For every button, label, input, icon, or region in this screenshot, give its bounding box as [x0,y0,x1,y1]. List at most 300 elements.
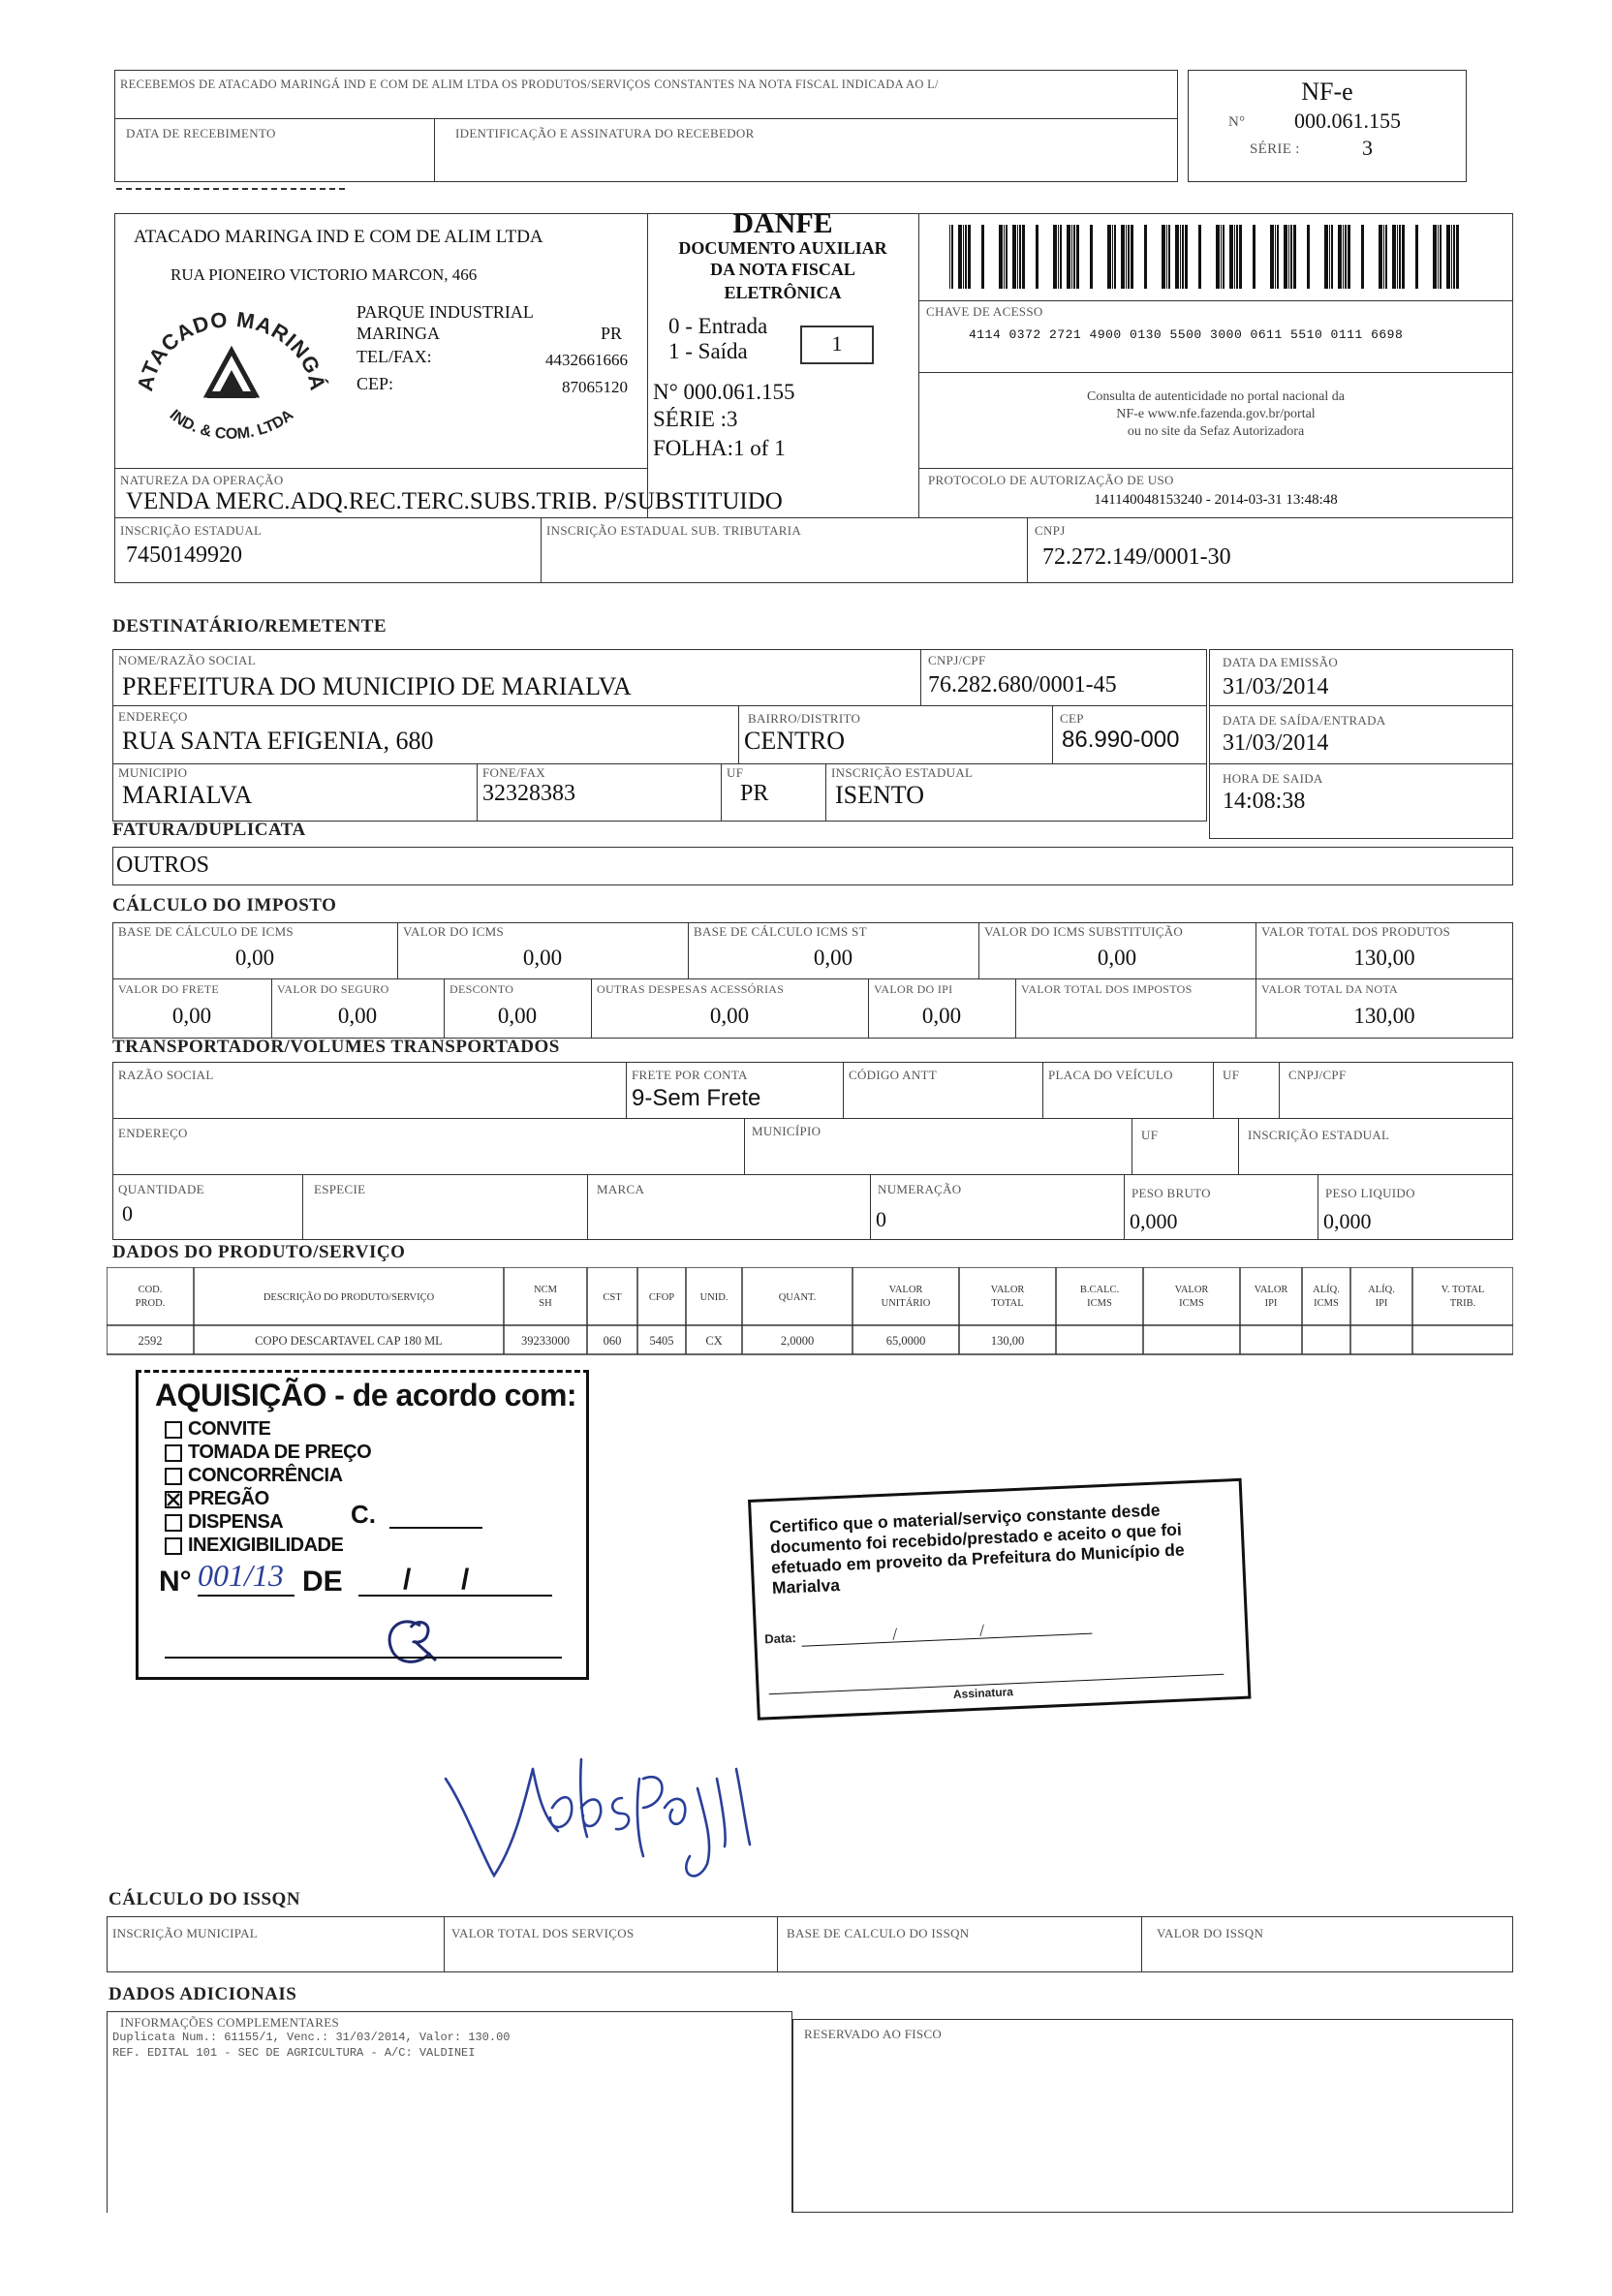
barcode-bar [1433,225,1437,289]
imposto-r1-value: 0,00 [1097,946,1137,970]
products-section: DADOS DO PRODUTO/SERVIÇO [112,1242,406,1262]
issuer-name: ATACADO MARINGA IND E COM DE ALIM LTDA [134,227,543,247]
recipient-name: PREFEITURA DO MUNICIPIO DE MARIALVA [122,672,632,700]
table-header: DESCRIÇÃO DO PRODUTO/SERVIÇO [263,1292,435,1303]
barcode-bar [1121,225,1125,289]
table-header: UNITÁRIO [881,1298,931,1309]
consulta-line-1: Consulta de autenticidade no portal nacional da [1087,389,1345,404]
barcode-bar [1022,225,1025,289]
recipient-municipio: MARIALVA [122,781,253,809]
table-cell: COPO DESCARTAVEL CAP 180 ML [255,1334,443,1348]
table-header: QUANT. [778,1292,817,1303]
barcode-bar [1053,225,1057,289]
adicionais-section: DADOS ADICIONAIS [108,1984,297,2004]
fisco-box [792,2019,1513,2213]
issuer-vdiv-2 [918,213,919,517]
natureza-value: VENDA MERC.ADQ.REC.TERC.SUBS.TRIB. P/SUBSTITUIDO [126,488,783,514]
checkbox-icon [165,1444,182,1462]
recipient-endereco-label: ENDEREÇO [118,709,188,724]
barcode-bar [1456,225,1459,289]
stamp-option: TOMADA DE PREÇO [188,1442,372,1463]
info-label: INFORMAÇÕES COMPLEMENTARES [120,2015,339,2030]
table-header: NCM [534,1285,557,1295]
issuer-district: PARQUE INDUSTRIAL [356,302,534,322]
checkbox-checked-icon [165,1491,182,1508]
imposto-r1-value: 0,00 [234,946,275,970]
imposto-r2-label: VALOR TOTAL DOS IMPOSTOS [1021,982,1193,996]
dates-hdiv-1 [1209,705,1513,706]
transport-vdiv-numeracao [870,1174,871,1240]
barcode-bar [949,225,950,289]
imposto-r2-value: 0,00 [921,1004,962,1028]
issuer-hdiv-2 [114,517,1513,518]
receipt-nfe-title: NF-e [1301,78,1353,106]
issuer-hdiv-3 [918,300,1513,301]
stamp-option: PREGÃO [188,1488,269,1509]
transport-peso-bruto: 0,000 [1130,1209,1178,1233]
barcode-bar [1067,225,1070,289]
barcode-bar [1348,225,1350,289]
barcode-bar [1182,225,1184,289]
recipient-cnpj-label: CNPJ/CPF [928,653,986,667]
transport-vdiv-especie [302,1174,303,1240]
receipt-vdivider [434,118,435,182]
imposto-r1-label: VALOR DO ICMS [403,924,505,939]
stamp-date-slash-1: / [403,1564,412,1596]
barcode-bar [1392,225,1396,289]
transport-vdiv-pesob [1124,1174,1125,1240]
ie-value: 7450149920 [126,543,242,568]
transport-vdiv-marca [587,1174,588,1240]
transport-vdiv-uf [1213,1062,1214,1118]
barcode-bar [1076,225,1079,289]
table-header: IPI [1264,1298,1278,1309]
table-header: ICMS [1179,1298,1204,1309]
barcode-bar [1168,225,1170,289]
imposto-r1-value: 0,00 [522,946,563,970]
table-header: ICMS [1314,1298,1339,1309]
stamp-option: CONCORRÊNCIA [188,1465,343,1486]
recipient-cep: 86.990-000 [1062,727,1180,753]
dates-hdiv-2 [1209,763,1513,764]
issuer-cep: 87065120 [562,378,628,396]
transport-vdiv-ie [1238,1118,1239,1174]
cnpj-value: 72.272.149/0001-30 [1042,544,1231,570]
recipient-emissao: 31/03/2014 [1223,674,1329,699]
stamp-c-line [389,1527,482,1529]
barcode-bar [1284,225,1287,289]
barcode-bar [1216,225,1220,289]
table-header: ALÍQ. [1368,1285,1395,1295]
barcode-bar [1221,225,1222,289]
transport-cnpj-label: CNPJ/CPF [1288,1068,1347,1082]
transport-section: TRANSPORTADOR/VOLUMES TRANSPORTADOS [112,1037,560,1057]
recipient-vdiv-bairro [738,705,739,763]
chave-label: CHAVE DE ACESSO [926,304,1043,319]
barcode-bar [951,225,953,289]
recipient-municipio-label: MUNICIPIO [118,765,188,780]
recipient-ie-label: INSCRIÇÃO ESTADUAL [831,765,974,780]
table-header: VALOR [990,1285,1025,1295]
imposto-r2-value: 130,00 [1353,1004,1415,1028]
transport-quantidade-label: QUANTIDADE [118,1182,204,1196]
barcode-bar [1397,225,1398,289]
issuer-vdiv-4 [1027,517,1028,583]
transport-vdiv-placa [1042,1062,1043,1118]
issqn-label: INSCRIÇÃO MUNICIPAL [112,1926,259,1940]
barcode-bar [1253,225,1256,289]
barcode-bar [1036,225,1038,289]
checkbox-icon [165,1514,182,1532]
barcode-bar [1385,225,1387,289]
transport-uf-label: UF [1223,1068,1240,1082]
imposto-r1-label: VALOR DO ICMS SUBSTITUIÇÃO [984,924,1184,939]
imposto-r1-label: VALOR TOTAL DOS PRODUTOS [1261,924,1451,939]
recipient-fone-label: FONE/FAX [482,765,546,780]
barcode-bar [1345,225,1347,289]
stamp-title: AQUISIÇÃO - de acordo com: [155,1378,577,1412]
table-header: COD. [138,1285,163,1295]
recipient-endereco: RUA SANTA EFIGENIA, 680 [122,727,434,755]
transport-placa-label: PLACA DO VEÍCULO [1048,1068,1173,1082]
transport-quantidade: 0 [122,1201,133,1226]
imposto-r2-label: VALOR TOTAL DA NOTA [1261,982,1399,996]
table-header: CST [603,1292,622,1303]
barcode-bar [1438,225,1439,289]
barcode-bar [1338,225,1342,289]
checkbox-icon [165,1468,182,1485]
issqn-vdiv-3 [1141,1916,1142,1972]
transport-peso-liquido-label: PESO LIQUIDO [1325,1186,1415,1200]
issqn-box [107,1916,1513,1972]
cert-date-slash-1: / [891,1624,898,1644]
recipient-vdiv-ie [825,763,826,822]
barcode-bar [1383,225,1384,289]
imposto-r1-label: BASE DE CÁLCULO DE ICMS [118,924,294,939]
barcode-bar [1114,225,1116,289]
recipient-bairro: CENTRO [744,727,845,755]
imposto-r2-value: 0,00 [171,1004,212,1028]
danfe-subtitle-3: ELETRÔNICA [724,283,842,302]
barcode-bar [981,225,984,289]
recipient-hora-label: HORA DE SAIDA [1223,771,1323,786]
barcode-bar [1236,225,1238,289]
barcode-bar [1107,225,1111,289]
transport-vdiv-mun [744,1118,745,1174]
recipient-hdiv-2 [112,763,1207,764]
stamp-date-line [358,1595,552,1597]
cert-date-slash-2: / [978,1620,985,1640]
logo-text-top-icon: ATACADO MARINGÁ [133,306,330,393]
issqn-label: VALOR DO ISSQN [1157,1926,1264,1940]
transport-razao-label: RAZÃO SOCIAL [118,1068,214,1082]
ie-label: INSCRIÇÃO ESTADUAL [120,523,263,538]
issuer-hdiv-4 [918,372,1513,373]
stamp-date-slash-2: / [461,1564,470,1596]
receipt-date-label: DATA DE RECEBIMENTO [126,126,276,140]
recipient-emissao-label: DATA DA EMISSÃO [1223,655,1339,669]
barcode-bar [999,225,1003,289]
barcode-bar [1275,225,1276,289]
table-cell: 130,00 [990,1334,1025,1348]
barcode-bar [1343,225,1344,289]
barcode-bar [1290,225,1292,289]
table-header: ICMS [1087,1298,1112,1309]
table-header: SH [539,1298,552,1309]
danfe-saida: 1 - Saída [668,339,748,363]
imposto-r2-value: 0,00 [709,1004,750,1028]
recipient-ie: ISENTO [835,781,924,809]
receipt-text: RECEBEMOS DE ATACADO MARINGÁ IND E COM DE ALIM LTDA OS PRODUTOS/SERVIÇOS CONSTANTES NA NOTA FISCAL INDICADA AO L/ [120,78,939,91]
recipient-hora: 14:08:38 [1223,789,1306,814]
table-header: PROD. [135,1298,166,1309]
table-header: TRIB. [1449,1298,1476,1309]
recipient-uf: PR [740,781,769,806]
stamp-c-label: C. [351,1500,376,1529]
barcode-bar [1090,225,1093,289]
transport-municipio-label: MUNICÍPIO [752,1124,822,1138]
transport-hdiv-2 [112,1174,1513,1175]
danfe-serie: SÉRIE :3 [653,407,738,431]
imposto-r1-value: 130,00 [1353,946,1415,970]
barcode-bar [1331,225,1333,289]
stamp-signature-line [165,1657,562,1659]
table-cell: 2,0000 [780,1334,815,1348]
barcode-bar [1446,225,1450,289]
checkbox-icon [165,1421,182,1439]
barcode-bar [958,225,962,289]
imposto-r2-label: VALOR DO IPI [874,982,953,996]
barcode-bar [968,225,971,289]
barcode-bar [1307,225,1310,289]
transport-peso-liquido: 0,000 [1323,1209,1372,1233]
issqn-vdiv-2 [777,1916,778,1972]
receipt-sign-label: IDENTIFICAÇÃO E ASSINATURA DO RECEBEDOR [455,126,755,140]
issuer-vdiv-3 [541,517,542,583]
barcode-bar [1223,225,1224,289]
transport-marca-label: MARCA [597,1182,645,1196]
imposto-r2-label: DESCONTO [450,982,514,996]
barcode-bar [1288,225,1289,289]
transport-frete: 9-Sem Frete [632,1085,761,1111]
recipient-name-label: NOME/RAZÃO SOCIAL [118,653,256,667]
cnpj-label: CNPJ [1035,523,1066,538]
cert-stamp [748,1478,1251,1721]
issuer-city: MARINGA [356,324,441,343]
recipient-uf-label: UF [727,765,744,780]
ie-st-label: INSCRIÇÃO ESTADUAL SUB. TRIBUTARIA [546,523,802,538]
imposto-hdiv [112,978,1513,979]
barcode-bar [1017,225,1018,289]
transport-numeracao: 0 [876,1207,886,1231]
transport-frete-label: FRETE POR CONTA [632,1068,748,1082]
table-header: ALÍQ. [1313,1285,1340,1295]
table-header: TOTAL [991,1298,1024,1309]
imposto-r2-label: OUTRAS DESPESAS ACESSÓRIAS [597,982,785,996]
barcode-bar [1451,225,1452,289]
danfe-tipo: 1 [831,331,843,356]
receipt-nfe-number-label: N° [1228,114,1246,130]
fatura-value: OUTROS [116,853,210,878]
stamp-option: INEXIGIBILIDADE [188,1535,344,1556]
imposto-r1-label: BASE DE CÁLCULO ICMS ST [694,924,867,939]
transport-vdiv-frete [626,1062,627,1118]
issqn-label: VALOR TOTAL DOS SERVIÇOS [451,1926,635,1940]
barcode-bar [1112,225,1113,289]
imposto-r2-value: 0,00 [337,1004,378,1028]
barcode-bar [1058,225,1059,289]
table-header: VALOR [888,1285,923,1295]
transport-ie-label: INSCRIÇÃO ESTADUAL [1248,1128,1390,1142]
danfe-folha: FOLHA:1 of 1 [653,436,786,460]
chave-value: 4114 0372 2721 4900 0130 5500 3000 0611 5510 0111 6698 [969,327,1404,342]
barcode-bar [1293,225,1296,289]
issqn-label: BASE DE CALCULO DO ISSQN [787,1926,970,1940]
barcode-bar [1166,225,1167,289]
stamp-option: CONVITE [188,1418,271,1440]
transport-endereco-label: ENDEREÇO [118,1126,188,1140]
protocolo-value: 141140048153240 - 2014-03-31 13:48:48 [1094,492,1338,508]
barcode-bar [1004,225,1005,289]
checkbox-icon [165,1537,182,1555]
recipient-saida: 31/03/2014 [1223,730,1329,756]
barcode-bar [1073,225,1075,289]
receipt-divider [114,118,1178,119]
recipient-vdiv-name [920,649,921,705]
barcode-bar [1415,225,1418,289]
issuer-state: PR [601,324,623,343]
recipient-vdiv-cep [1052,705,1053,763]
barcode-bar [963,225,964,289]
issqn-section: CÁLCULO DO ISSQN [108,1889,301,1909]
recipient-vdiv-uf [721,763,722,822]
recipient-vdiv-fone [477,763,478,822]
cut-line [116,188,345,190]
issqn-vdiv-1 [444,1916,445,1972]
barcode-bar [1329,225,1330,289]
imposto-r2-label: VALOR DO SEGURO [277,982,389,996]
barcode-bar [1361,225,1364,289]
table-cell: CX [705,1334,723,1348]
fisco-label: RESERVADO AO FISCO [804,2027,943,2041]
barcode-bar [1402,225,1405,289]
imposto-r2-label: VALOR DO FRETE [118,982,219,996]
imposto-r2-value: 0,00 [497,1004,538,1028]
issuer-hdiv-5 [918,468,1513,469]
recipient-bairro-label: BAIRRO/DISTRITO [748,711,861,726]
recipient-cnpj: 76.282.680/0001-45 [928,672,1117,698]
barcode-bar [1453,225,1455,289]
barcode-bar [1180,225,1181,289]
cert-date-line [802,1633,1093,1647]
barcode-bar [1198,225,1201,289]
barcode-bar [1324,225,1328,289]
stamp-initials-icon [372,1608,450,1676]
table-cell: 5405 [649,1334,674,1348]
issuer-hdiv-1 [114,468,647,469]
barcode-bar [1162,225,1165,289]
barcode-bar [965,225,967,289]
stamp-numero-line [198,1595,294,1597]
transport-antt-label: CÓDIGO ANTT [849,1068,938,1082]
danfe-subtitle-2: DA NOTA FISCAL [710,260,855,279]
barcode-bar [1440,225,1442,289]
barcode-bar [1126,225,1127,289]
table-header: UNID. [699,1292,728,1303]
stamp-numero: 001/13 [198,1558,284,1593]
barcode-bar [1006,225,1008,289]
table-header: VALOR [1254,1285,1288,1295]
cert-text: Certifico que o material/serviço constante desde documento foi recebido/prestado e aceito o que foi efetuado em proveito da Prefeitura do Município de Marialva [768,1500,1185,1598]
receipt-nfe-number: 000.061.155 [1294,109,1401,133]
barcode-bar [1144,225,1147,289]
danfe-entrada: 0 - Entrada [668,314,768,338]
barcode-bar [1012,225,1016,289]
logo-text-bottom-icon: IND. & COM. LTDA [166,406,297,443]
barcode-bar [1239,225,1242,289]
protocolo-label: PROTOCOLO DE AUTORIZAÇÃO DE USO [928,473,1174,487]
receipt-serie-label: SÉRIE : [1250,141,1300,157]
recipient-cep-label: CEP [1060,711,1084,726]
table-cell: 65,0000 [885,1334,926,1348]
danfe-title: DANFE [732,207,833,239]
cert-data-label: Data: [763,1629,797,1647]
stamp-option: DISPENSA [188,1511,284,1533]
imposto-r2-divider [1015,978,1016,1039]
transport-hdiv-1 [112,1118,1513,1119]
stamp-numero-label: N° [159,1566,192,1598]
table-cell: 39233000 [521,1334,570,1348]
danfe-numero: N° 000.061.155 [653,380,795,404]
recipient-saida-label: DATA DE SAÍDA/ENTRADA [1223,713,1386,728]
transport-peso-bruto-label: PESO BRUTO [1132,1186,1211,1200]
recipient-hdiv-1 [112,705,1207,706]
barcode-bar [1019,225,1021,289]
info-line-1: Duplicata Num.: 61155/1, Venc.: 31/03/2014, Valor: 130.00 [112,2031,511,2044]
barcode-bar [1185,225,1188,289]
table-header: CFOP [648,1292,675,1303]
consulta-line-2: NF-e www.nfe.fazenda.gov.br/portal [1116,407,1316,421]
fatura-section: FATURA/DUPLICATA [112,820,306,840]
transport-vdiv-antt [843,1062,844,1118]
barcode-bar [1379,225,1382,289]
stamp-de-label: DE [302,1566,343,1598]
issuer-cep-label: CEP: [356,374,394,393]
recipient-fone: 32328383 [482,781,575,806]
danfe-subtitle-1: DOCUMENTO AUXILIAR [678,238,887,258]
barcode-bar [1071,225,1072,289]
issuer-tel-label: TEL/FAX: [356,347,432,366]
handwritten-signature [436,1750,765,1895]
imposto-r1-value: 0,00 [813,946,853,970]
transport-uf2-label: UF [1141,1128,1159,1142]
table-cell: 2592 [138,1334,163,1348]
imposto-section: CÁLCULO DO IMPOSTO [112,895,337,915]
table-header: V. TOTAL [1441,1285,1485,1295]
receipt-serie: 3 [1362,136,1373,160]
cert-assinatura-label: Assinatura [952,1685,1014,1701]
barcode-bar [1277,225,1279,289]
products-table [107,1267,1513,1364]
info-line-2: REF. EDITAL 101 - SEC DE AGRICULTURA - A/C: VALDINEI [112,2046,476,2060]
table-header: VALOR [1174,1285,1209,1295]
fatura-box [112,847,1513,885]
issuer-logo [132,291,331,448]
table-header: B.CALC. [1079,1285,1120,1295]
barcode-bar [1270,225,1274,289]
barcode [947,225,1472,289]
barcode-bar [1060,225,1062,289]
